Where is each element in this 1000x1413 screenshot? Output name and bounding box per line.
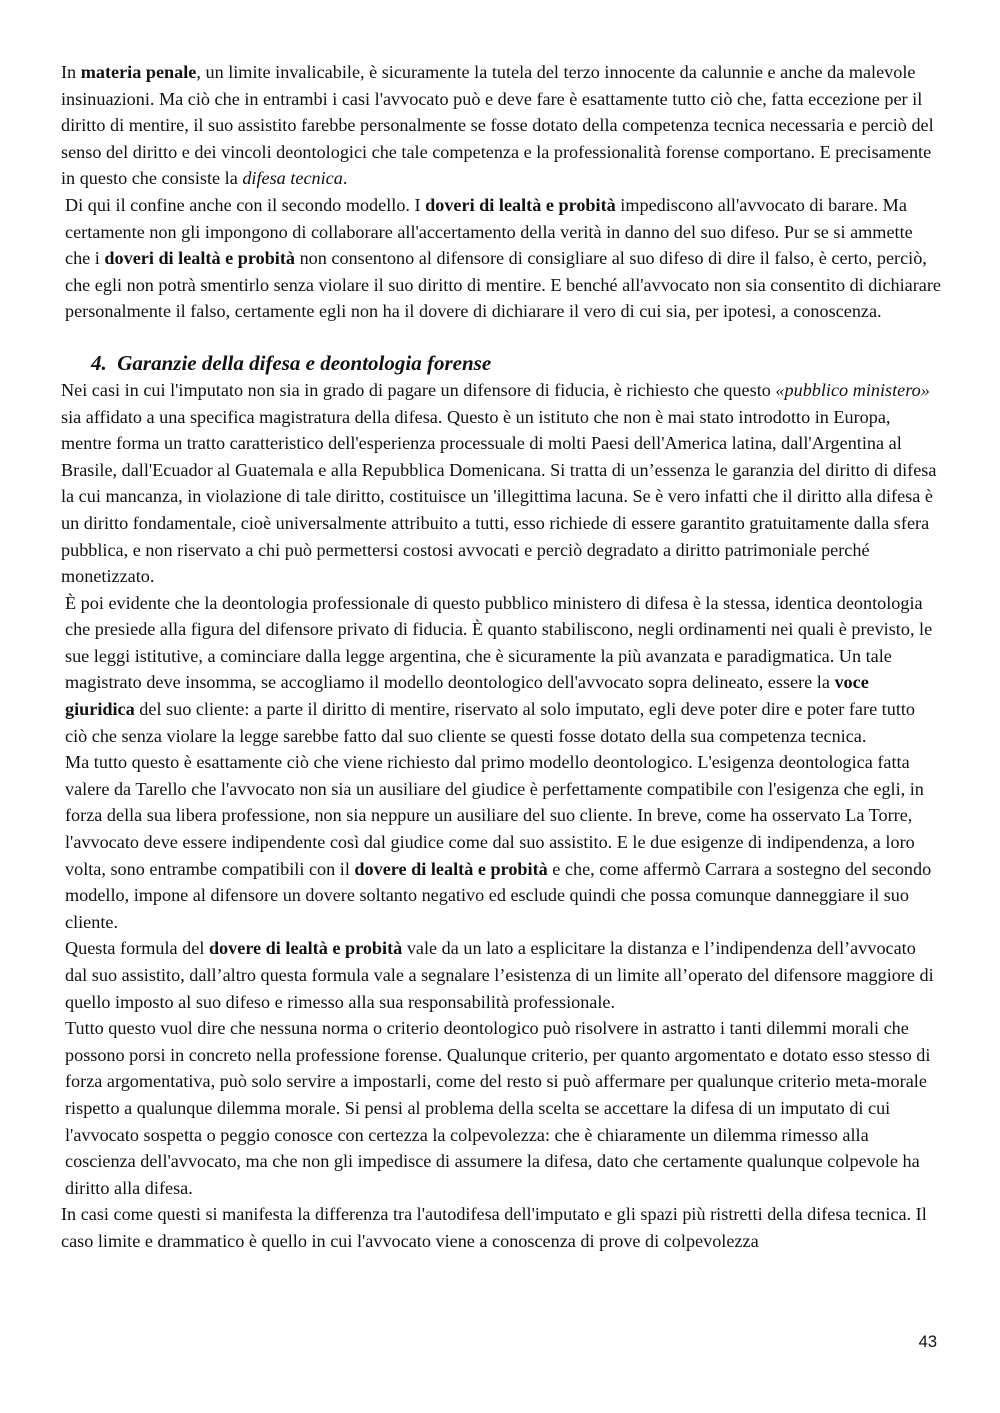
text-run: Nei casi in cui l'imputato non sia in grado di pagare un difensore di fiducia, è richiesto che questo [61,379,776,400]
text-run: impediscono all'avvocato di barare. Ma certamente non gli impongono di collaborare all'accertamento della verità in danno del suo difeso. Pur se si ammette che i [65,194,913,269]
paragraph-p6 [61,935,941,1015]
bold-text: dovere di lealtà e probità [208,938,403,959]
text-run: . [342,168,348,189]
text-run: In [61,62,81,82]
text-run: del suo cliente: a parte il diritto di mentire, riservato al solo imputato, egli deve poter dire e poter fare tutto ciò che senza violare la legge sarebbe fatto dal suo cliente se questi fosse dotato della sua competenza tecnica. [65,699,916,746]
bold-text: doveri di lealtà e probità [425,194,616,215]
text-run: Tutto questo vuol dire che nessuna norma o criterio deontologico può risolvere in astratto i tanti dilemmi morali che possono porsi in concreto nella professione forense. Qualunque criterio, per quanto argomentato e dotato esso stesso di forza argomentativa, può solo servire a impostarli, come del resto si può affermare per qualunque criterio meta-morale rispetto a qualunque dilemma morale. Si pensi al problema della scelta se accettare la difesa di un imputato di cui l'avvocato sospetta o peggio conosce con certezza la colpevolezza: che è chiaramente un dilemma rimesso alla coscienza dell'avvocato, ma che non gli impedisce di assumere la difesa, dato che certamente qualunque colpevole ha diritto alla difesa. [65,1018,931,1198]
text-run: Ma tutto questo è esattamente ciò che viene richiesto dal primo modello deontologico. L'esigenza deontologica fatta valere da Tarello che l'avvocato non sia un ausiliare del giudice è perfettamente compatibile con l'esigenza che egli, in forza della sua libera professione, non sia neppure un ausiliare del suo cliente. In breve, come ha osservato La Torre, l'avvocato deve essere indipendente così dal giudice come dal suo assistito. E le due esigenze di indipendenza, a loro volta, sono entrambe compatibili con il [65,752,924,879]
paragraph-p4 [61,590,941,750]
paragraph-p8 [61,1201,941,1254]
bold-text: voce giuridica [65,672,869,720]
text-run: Questa formula del [65,938,209,959]
paragraph-group-top [61,59,941,325]
text-run: sia affidato a una specifica magistratura della difesa. Questo è un istituto che non è mai stato introdotto in Europa, mentre forma un tratto caratteristico dell'esperienza processuale di molti Paesi dell'America latina, dall'Argentina al Brasile, dall'Ecuador al Guatemala e alla Repubblica Domenicana. Si tratta di un’essenza le garanzia del diritto di difesa la cui mancanza, in violazione di tale diritto, costituisce un 'illegittima lacuna. Se è vero infatti che il diritto alla difesa è un diritto fondamentale, cioè universalmente attribuito a tutti, esso richiede di essere garantito gratuitamente dalla sfera pubblica, e non riservato a chi può permettersi costosi avvocati e perciò degradato a diritto patrimoniale perché monetizzato. [61,406,937,587]
page-number: 43 [918,1333,937,1351]
section-gap [61,325,941,349]
text-run: vale da un lato a esplicitare la distanza e l’indipendenza dell’avvocato dal suo assistito, dall’altro questa formula vale a segnalare l’esistenza di un limite all’operato del difensore maggiore di quello imposto al suo difeso e rimesso alla sua responsabilità professionale. [65,938,934,1012]
document-body [61,59,941,1255]
text-run: È poi evidente che la deontologia professionale di questo pubblico ministero di difesa è la stessa, identica deontologia che presiede alla figura del difensore privato di fiducia. È quanto stabiliscono, negli ordinamenti nei quali è previsto, le sue leggi istitutive, a cominciare dalla legge argentina, che è sicuramente la più avanzata e paradigmatica. Un tale magistrato deve insomma, se accogliamo il modello deontologico dell'avvocato sopra delineato, essere la [65,592,933,693]
italic-text: difesa tecnica [242,168,343,189]
text-run: e che, come affermò Carrara a sostegno del secondo modello, impone al difensore un dovere soltanto negativo ed esclude quindi che possa comunque danneggiare il suo cliente. [65,858,932,932]
section-number: 4. [91,350,107,375]
paragraph-p2 [61,192,941,325]
text-run: non consentono al difensore di consigliare al suo difeso di dire il falso, è certo, perciò, che egli non potrà smentirlo senza violare il suo diritto di mentire. E benché all'avvocato non sia consentito di dichiarare personalmente il falso, certamente egli non ha il dovere di dichiarare il vero di cui sia, per ipotesi, a conoscenza. [65,248,942,322]
italic-text: «pubblico ministero» [775,379,930,400]
paragraph-p7 [61,1015,941,1201]
bold-text: doveri di lealtà e probità [104,248,296,269]
bold-text: dovere di lealtà e probità [354,858,548,879]
text-run: Di qui il confine anche con il secondo modello. I [65,194,426,215]
text-run: In casi come questi si manifesta la differenza tra l'autodifesa dell'imputato e gli spazi più ristretti della difesa tecnica. Il caso limite e drammatico è quello in cui l'avvocato viene a conoscenza di prove di colpevolezza [61,1204,927,1251]
paragraph-p1 [61,59,941,192]
section-heading [61,349,941,377]
paragraph-group-main [61,377,941,1255]
paragraph-p3 [61,377,941,590]
section-title: Garanzie della difesa e deontologia forense [117,350,492,375]
bold-text: materia penale [80,62,197,82]
text-run: , un limite invalicabile, è sicuramente la tutela del terzo innocente da calunnie e anche da malevole insinuazioni. Ma ciò che in entrambi i casi l'avvocato può e deve fare è esattamente tutto ciò che, fatta eccezione per il diritto di mentire, il suo assistito farebbe personalmente se fosse dotato della competenza tecnica necessaria e perciò del senso del diritto e dei vincoli deontologici che tale competenza e la professionalità forense comportano. E precisamente in questo che consiste la [61,62,934,189]
paragraph-p5 [61,749,941,935]
